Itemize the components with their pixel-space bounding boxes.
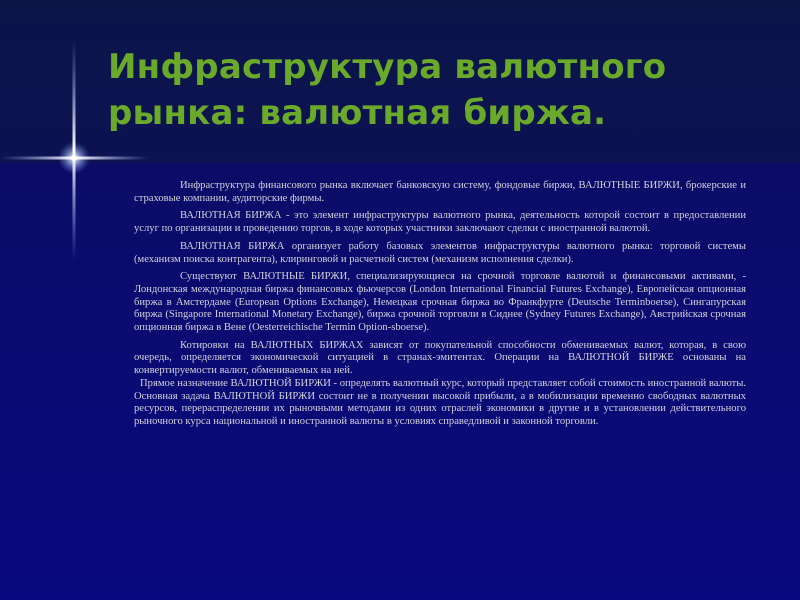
paragraph-purpose: Прямое назначение ВАЛЮТНОЙ БИРЖИ - определять валютный курс, который представляет собой стоимость иностранной валюты. Основная задача ВАЛЮТНОЙ БИРЖИ состоит не в получении высокой прибыли, а в мобилизации временно свободных валютных ресурсов, перераспределении их рыночными методами из одних отраслей экономики в другие и в установлении действительного рыночного курса национальной и иностранной валюты в условиях справедливой и законной торговли. (134, 377, 746, 427)
paragraph-exchanges: Существуют ВАЛЮТНЫЕ БИРЖИ, специализирующиеся на срочной торговле валютой и финансовыми активами, - Лондонская международная биржа финансовых фьючерсов (London International Financial Futures Exchange), Европейская опционная биржа в Амстердаме (European Options Exchange), Немецкая срочная биржа во Франкфурте (Deutsche Terminboerse), Сингапурская биржа (Singapore International Monetary Exchange), биржа срочной торговли в Сиднее (Sydney Futures Exchange), Австрийская срочная опционная биржа в Вене (Oesterreichische Termin Option-sboerse). (134, 271, 746, 334)
body-text (134, 180, 746, 429)
paragraph-infrastructure: Инфраструктура финансового рынка включает банковскую систему, фондовые биржи, ВАЛЮТНЫЕ БИРЖИ, брокерские и страховые компании, аудиторские фирмы. (134, 180, 746, 204)
paragraph-organization: ВАЛЮТНАЯ БИРЖА организует работу базовых элементов инфраструктуры валютного рынка: торговой системы (механизм поиска контрагента), клиринговой и расчетной систем (механизм исполнения сделки). (134, 240, 746, 265)
title-line-1: Инфраструктура валютного (108, 47, 667, 87)
paragraph-definition: ВАЛЮТНАЯ БИРЖА - это элемент инфраструктуры валютного рынка, деятельность которой состоит в предоставлении услуг по организации и проведению торгов, в ходе которых участники заключают сделки с иностранной валютой. (134, 210, 746, 235)
title-line-2: рынка: валютная биржа. (108, 93, 607, 133)
paragraph-quotes: Котировки на ВАЛЮТНЫХ БИРЖАХ зависят от покупательной способности обмениваемых валют, которая, в свою очередь, определяется экономической ситуацией в странах-эмитентах. Операции на ВАЛЮТНОЙ БИРЖЕ основаны на конвертируемости валют, обмениваемых на ней. (134, 339, 746, 377)
page-title (108, 44, 768, 136)
